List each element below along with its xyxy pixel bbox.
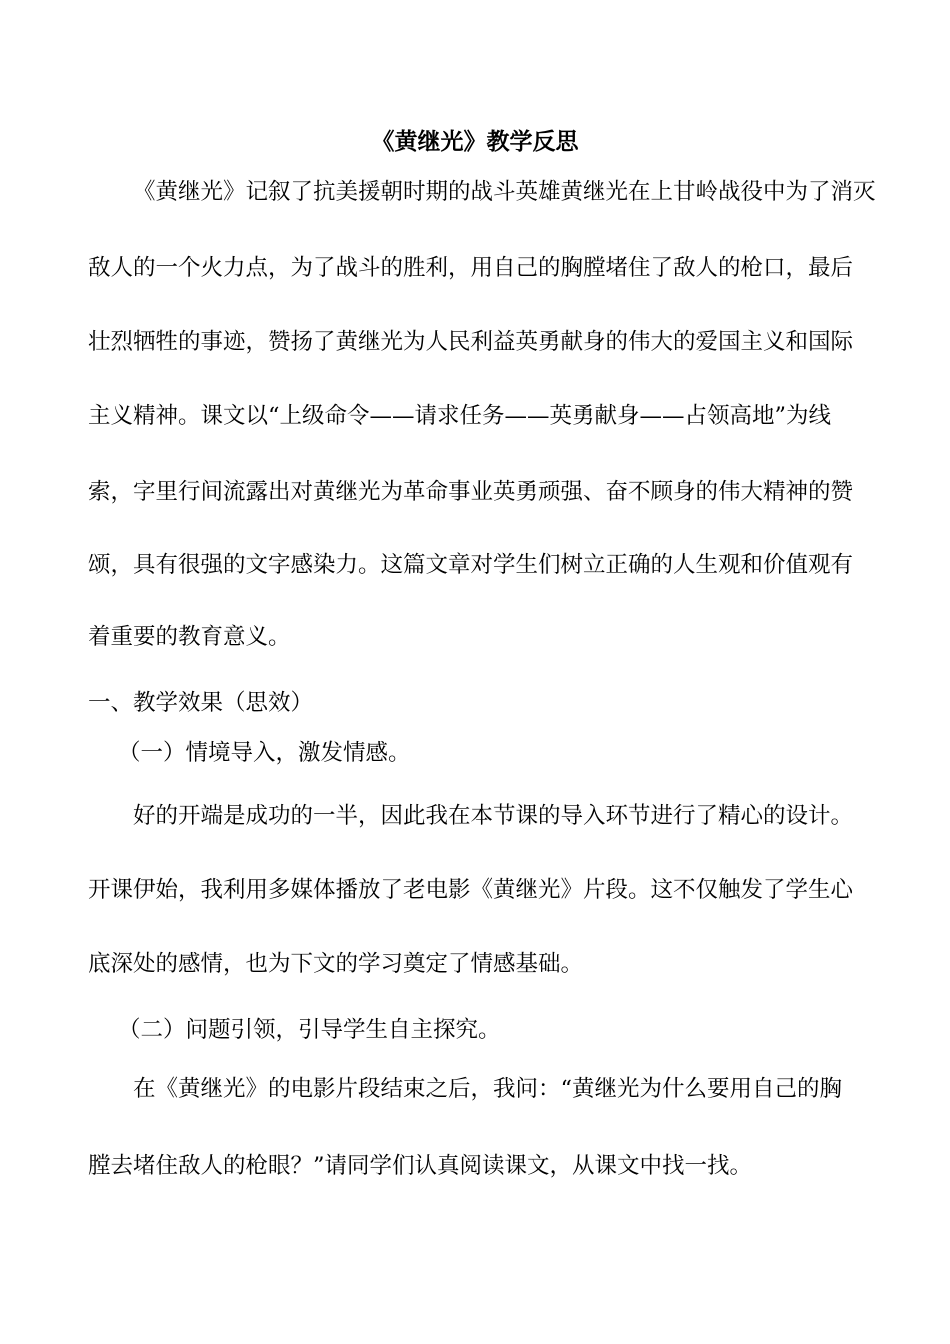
paragraph-line: 底深处的感情，也为下文的学习奠定了情感基础。: [88, 951, 584, 977]
paragraph-line: 颂，具有很强的文字感染力。这篇文章对学生们树立正确的人生观和价值观有: [88, 552, 854, 578]
subsection-heading: （一）情境导入，激发情感。: [118, 740, 411, 766]
paragraph-line: 膛去堵住敌人的枪眼？”请同学们认真阅读课文，从课文中找一找。: [88, 1153, 753, 1179]
paragraph-line: 好的开端是成功的一半，因此我在本节课的导入环节进行了精心的设计。: [133, 803, 854, 829]
paragraph-line: 开课伊始，我利用多媒体播放了老电影《黄继光》片段。这不仅触发了学生心: [88, 877, 854, 903]
paragraph-line: 敌人的一个火力点，为了战斗的胜利，用自己的胸膛堵住了敌人的枪口，最后: [88, 255, 854, 281]
paragraph-line: 主义精神。课文以“上级命令——请求任务——英勇献身——占领高地”为线: [88, 403, 832, 429]
paragraph-line: 着重要的教育意义。: [88, 624, 291, 650]
section-heading: 一、教学效果（思效）: [88, 690, 314, 716]
paragraph-line: 在《黄继光》的电影片段结束之后，我问：“黄继光为什么要用自己的胸: [133, 1076, 843, 1102]
paragraph-line: 壮烈牺牲的事迹，赞扬了黄继光为人民利益英勇献身的伟大的爱国主义和国际: [88, 329, 854, 355]
paragraph-line: 《黄继光》记叙了抗美援朝时期的战斗英雄黄继光在上甘岭战役中为了消灭: [133, 179, 876, 205]
document-title: 《黄继光》教学反思: [371, 129, 579, 155]
subsection-heading: （二）问题引领，引导学生自主探究。: [118, 1017, 501, 1043]
paragraph-line: 索，字里行间流露出对黄继光为革命事业英勇顽强、奋不顾身的伟大精神的赞: [88, 479, 854, 505]
